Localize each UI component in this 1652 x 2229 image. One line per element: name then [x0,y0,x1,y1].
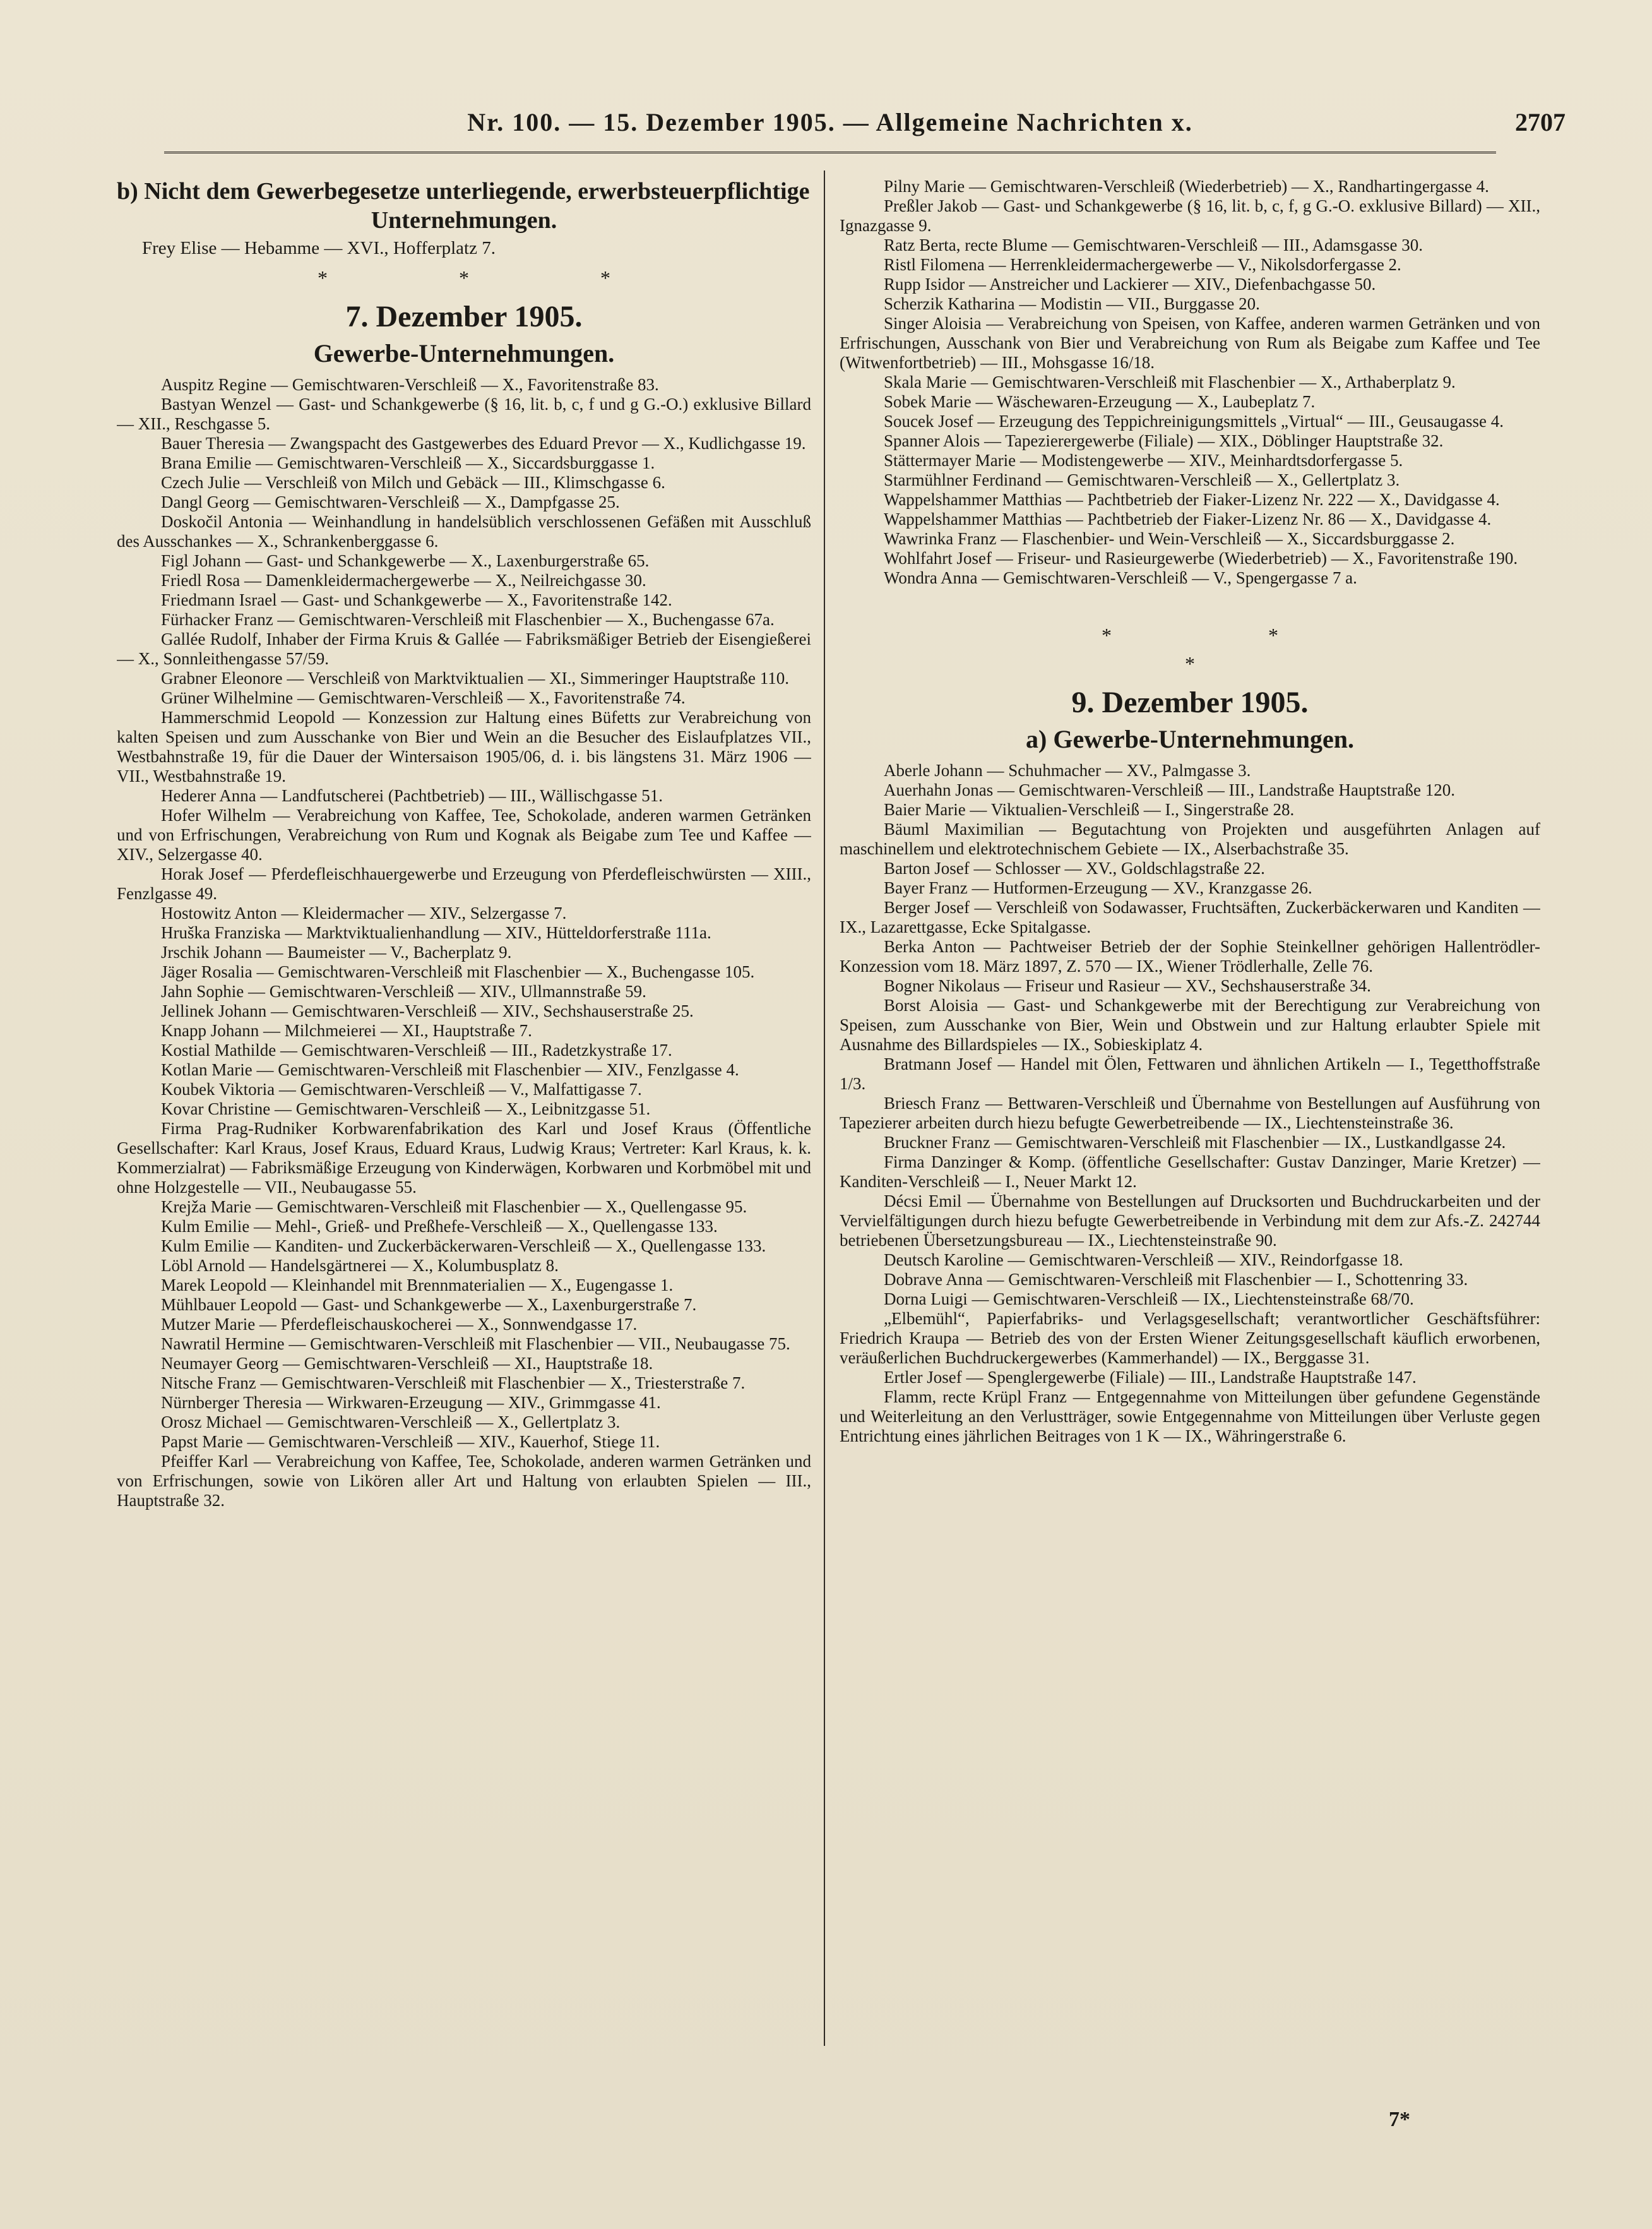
list-item: Firma Prag-Rudniker Korbwarenfabrikation des Karl und Josef Kraus (Öffentliche Gesellschafter: Karl Kraus, Josef Kraus, Eduard Kraus, Ludwig Kraus; Vertreter: Karl Kraus, k. k. Kommerzialrat) — Fabriksmäßige Erzeugung von Kinderwägen, Korbwaren und Korbmöbel mit und ohne Holzgestelle — VII., Neubaugasse 55. [117,1119,811,1197]
list-item: Hofer Wilhelm — Verabreichung von Kaffee, Tee, Schokolade, anderen warmen Getränken und von Erfrischungen, Verabreichung von Rum und Kognak als Beigabe zum Tee und Kaffee — XIV., Selzergasse 40. [117,806,811,864]
list-item: Grüner Wilhelmine — Gemischtwaren-Verschleiß — X., Favoritenstraße 74. [161,688,686,707]
list-item: Brana Emilie — Gemischtwaren-Verschleiß — X., Siccardsburggasse 1. [161,453,655,472]
list-item: Papst Marie — Gemischtwaren-Verschleiß — XIV., Kauerhof, Stiege 11. [161,1432,660,1451]
separator-stars: * * * [318,266,674,289]
right-entry-list-bottom [840,761,1540,1446]
list-item: Jrschik Johann — Baumeister — V., Bacherplatz 9. [161,943,512,962]
list-item: Fürhacker Franz — Gemischtwaren-Verschleiß mit Flaschenbier — X., Buchengasse 67a. [161,610,775,629]
header-title: Nr. 100. — 15. Dezember 1905. — Allgemeine Nachrichten x. [467,108,1193,136]
list-item: Kulm Emilie — Mehl-, Grieß- und Preßhefe-Verschleiß — X., Quellengasse 133. [161,1217,718,1236]
list-item: Kovar Christine — Gemischtwaren-Verschleiß — X., Leibnitzgasse 51. [161,1099,651,1118]
date-heading-9-dec: 9. Dezember 1905. [1071,686,1309,719]
list-item: Wappelshammer Matthias — Pachtbetrieb der Fiaker-Lizenz Nr. 86 — X., Davidgasse 4. [884,510,1492,529]
list-item: Berka Anton — Pachtweiser Betrieb der der Sophie Steinkellner gehörigen Hallentrödler-Konzession vom 18. März 1897, Z. 570 — IX., Wiener Trödlerhalle, Zelle 76. [840,937,1540,976]
list-item: Baier Marie — Viktualien-Verschleiß — I., Singerstraße 28. [884,800,1295,819]
list-item: Friedl Rosa — Damenkleidermachergewerbe — X., Neilreichgasse 30. [161,571,646,590]
list-item: Jahn Sophie — Gemischtwaren-Verschleiß — XIV., Ullmannstraße 59. [161,982,646,1001]
list-item: Sobek Marie — Wäschewaren-Erzeugung — X., Laubeplatz 7. [884,392,1316,411]
list-item: Kotlan Marie — Gemischtwaren-Verschleiß mit Flaschenbier — XIV., Fenzlgasse 4. [161,1060,739,1079]
sub-heading-gewerbe: Gewerbe-Unternehmungen. [313,339,615,368]
section-b-entry: Frey Elise — Hebamme — XVI., Hofferplatz 7. [142,238,496,258]
sub-heading-gewerbe-a: a) Gewerbe-Unternehmungen. [1026,725,1354,753]
list-item: Knapp Johann — Milchmeierei — XI., Hauptstraße 7. [161,1021,532,1040]
list-item: Rupp Isidor — Anstreicher und Lackierer — XIV., Diefenbachgasse 50. [884,275,1376,294]
list-item: Hostowitz Anton — Kleidermacher — XIV., Selzergasse 7. [161,904,567,923]
list-item: Nürnberger Theresia — Wirkwaren-Erzeugung — XIV., Grimmgasse 41. [161,1393,661,1412]
list-item: Wawrinka Franz — Flaschenbier- und Wein-Verschleiß — X., Siccardsburggasse 2. [884,529,1455,548]
list-item: Bastyan Wenzel — Gast- und Schankgewerbe (§ 16, lit. b, c, f und g G.-O.) exklusive Billard — XII., Reschgasse 5. [117,395,811,433]
list-item: Bauer Theresia — Zwangspacht des Gastgewerbes des Eduard Prevor — X., Kudlichgasse 19. [161,434,806,453]
list-item: Wohlfahrt Josef — Friseur- und Rasieurgewerbe (Wiederbetrieb) — X., Favoritenstraße 190. [884,549,1518,568]
list-item: Kostial Mathilde — Gemischtwaren-Verschleiß — III., Radetzkystraße 17. [161,1041,672,1060]
list-item: Jäger Rosalia — Gemischtwaren-Verschleiß mit Flaschenbier — X., Buchengasse 105. [161,962,755,981]
list-item: Stättermayer Marie — Modistengewerbe — XIV., Meinhardtsdorfergasse 5. [884,451,1403,470]
list-item: Horak Josef — Pferdefleischhauergewerbe und Erzeugung von Pferdefleischwürsten — XIII., Fenzlgasse 49. [117,864,811,903]
list-item: Dobrave Anna — Gemischtwaren-Verschleiß mit Flaschenbier — I., Schottenring 33. [884,1270,1468,1289]
list-item: Hruška Franziska — Marktviktualienhandlung — XIV., Hütteldorferstraße 111a. [161,923,711,942]
list-item: Bruckner Franz — Gemischtwaren-Verschleiß mit Flaschenbier — IX., Lustkandlgasse 24. [884,1133,1506,1152]
list-item: Preßler Jakob — Gast- und Schankgewerbe (§ 16, lit. b, c, f, g G.-O. exklusive Billard) — XII., Ignazgasse 9. [840,196,1540,235]
list-item: Löbl Arnold — Handelsgärtnerei — X., Kolumbusplatz 8. [161,1256,559,1275]
list-item: Aberle Johann — Schuhmacher — XV., Palmgasse 3. [884,761,1251,780]
list-item: Décsi Emil — Übernahme von Bestellungen auf Drucksorten und Buchdruckarbeiten und der Vervielfältigungen durch hiezu befugte Gewerbetreibende in Verbindung mit dem zur Afs.-Z. 242744 betriebenen Übersetzungsbureau — IX., Liechtensteinstraße 90. [840,1192,1540,1250]
list-item: Ratz Berta, recte Blume — Gemischtwaren-Verschleiß — III., Adamsgasse 30. [884,236,1423,254]
list-item: Auerhahn Jonas — Gemischtwaren-Verschleiß — III., Landstraße Hauptstraße 120. [884,780,1455,799]
list-item: Scherzik Katharina — Modistin — VII., Burggasse 20. [884,294,1260,313]
date-heading-7-dec: 7. Dezember 1905. [345,300,583,333]
column-divider [824,170,825,2046]
list-item: Pfeiffer Karl — Verabreichung von Kaffee, Tee, Schokolade, anderen warmen Getränken und von Erfrischungen, sowie von Likören aller Art und Haltung von erlaubten Spielen — III., Hauptstraße 32. [117,1452,811,1510]
list-item: Starmühlner Ferdinand — Gemischtwaren-Verschleiß — X., Gellertplatz 3. [884,470,1400,489]
list-item: Kulm Emilie — Kanditen- und Zuckerbäckerwaren-Verschleiß — X., Quellengasse 133. [161,1236,766,1255]
list-item: Krejža Marie — Gemischtwaren-Verschleiß mit Flaschenbier — X., Quellengasse 95. [161,1197,747,1216]
list-item: Grabner Eleonore — Verschleiß von Marktviktualien — XI., Simmeringer Hauptstraße 110. [161,669,789,688]
list-item: Neumayer Georg — Gemischtwaren-Verschleiß — XI., Hauptstraße 18. [161,1354,653,1373]
page-header [95,102,1566,159]
left-entry-list [117,375,811,1510]
list-item: Czech Julie — Verschleiß von Milch und Gebäck — III., Klimschgasse 6. [161,473,665,492]
list-item: Nitsche Franz — Gemischtwaren-Verschleiß mit Flaschenbier — X., Triesterstraße 7. [161,1373,746,1392]
list-item: Bogner Nikolaus — Friseur und Rasieur — XV., Sechshauserstraße 34. [884,976,1371,995]
page-number: 2707 [1515,108,1566,136]
list-item: Soucek Josef — Erzeugung des Teppichreinigungsmittels „Virtual“ — III., Geusaugasse 4. [884,412,1504,431]
header-rule [164,152,1496,153]
right-entry-list-top [840,177,1540,588]
list-item: Doskočil Antonia — Weinhandlung in handelsüblich verschlossenen Gefäßen mit Ausschluß des Ausschankes — X., Schrankenberggasse 6. [117,512,811,551]
list-item: Orosz Michael — Gemischtwaren-Verschleiß — X., Gellertplatz 3. [161,1413,621,1431]
separator-stars-row1: * * [1102,624,1354,647]
list-item: Dorna Luigi — Gemischtwaren-Verschleiß — IX., Liechtensteinstraße 68/70. [884,1289,1414,1308]
list-item: Singer Aloisia — Verabreichung von Speisen, von Kaffee, anderen warmen Getränken und von Erfrischungen, Ausschank von Bier und Verabreichung von Rum als Beigabe zum Kaffee und Tee (Witwenfortbetrieb) — III., Mohsgasse 16/18. [840,314,1540,372]
list-item: Firma Danzinger & Komp. (öffentliche Gesellschafter: Gustav Danzinger, Marie Kretzer) — Kanditen-Verschleiß — I., Neuer Markt 12. [840,1152,1540,1191]
list-item: Ertler Josef — Spenglergewerbe (Filiale) — III., Landstraße Hauptstraße 147. [884,1368,1417,1387]
list-item: Gallée Rudolf, Inhaber der Firma Kruis & Gallée — Fabriksmäßiger Betrieb der Eisengießerei — X., Sonnleithengasse 57/59. [117,630,811,668]
list-item: Berger Josef — Verschleiß von Sodawasser, Fruchtsäften, Zuckerbäckerwaren und Kanditen — IX., Lazarettgasse, Ecke Spitalgasse. [840,898,1540,936]
list-item: Deutsch Karoline — Gemischtwaren-Verschleiß — XIV., Reindorfgasse 18. [884,1250,1403,1269]
list-item: Ristl Filomena — Herrenkleidermachergewerbe — V., Nikolsdorfergasse 2. [884,255,1401,274]
list-item: Hammerschmid Leopold — Konzession zur Haltung eines Büfetts zur Verabreichung von kalten Speisen und zum Ausschanke von Bier und Wein an die Besucher des Eislaufplatzes VII., Westbahnstraße 19, für die Dauer der Wintersaison 1905/06, d. i. bis längstens 31. März 1906 — VII., Westbahnstraße 19. [117,708,811,786]
list-item: Mutzer Marie — Pferdefleischauskocherei — X., Sonnwendgasse 17. [161,1315,638,1334]
list-item: Hederer Anna — Landfutscherei (Pachtbetrieb) — III., Wällischgasse 51. [161,786,663,805]
list-item: Barton Josef — Schlosser — XV., Goldschlagstraße 22. [884,859,1265,878]
list-item: Spanner Alois — Tapezierergewerbe (Filiale) — XIX., Döblinger Hauptstraße 32. [884,431,1444,450]
list-item: Borst Aloisia — Gast- und Schankgewerbe mit der Berechtigung zur Verabreichung von Speisen, zum Ausschanke von Bier, Wein und Obstwein und zur Haltung erlaubter Spiele mit Ausnahme des Billardspieles — IX., Sobieskiplatz 4. [840,996,1540,1054]
separator-stars-row2: * [1185,652,1195,675]
list-item: Wondra Anna — Gemischtwaren-Verschleiß — V., Spengergasse 7 a. [884,568,1357,587]
section-b-heading-line2: Unternehmungen. [371,207,557,234]
list-item: Skala Marie — Gemischtwaren-Verschleiß mit Flaschenbier — X., Arthaberplatz 9. [884,373,1456,391]
list-item: Koubek Viktoria — Gemischtwaren-Verschleiß — V., Malfattigasse 7. [161,1080,642,1099]
right-column [840,177,1540,2046]
list-item: Pilny Marie — Gemischtwaren-Verschleiß (Wiederbetrieb) — X., Randhartingergasse 4. [884,177,1489,196]
list-item: Jellinek Johann — Gemischtwaren-Verschleiß — XIV., Sechshauserstraße 25. [161,1001,694,1020]
list-item: Bäuml Maximilian — Begutachtung von Projekten und ausgeführten Anlagen auf maschinellem und elektrotechnischem Gebiete — IX., Alserbachstraße 35. [840,820,1540,858]
list-item: Wappelshammer Matthias — Pachtbetrieb der Fiaker-Lizenz Nr. 222 — X., Davidgasse 4. [884,490,1500,509]
list-item: Flamm, recte Krüpl Franz — Entgegennahme von Mitteilungen über gefundene Gegenstände und Weiterleitung an den Verlustträger, sowie Entgegennahme von Mitteilungen über Verluste gegen Entrichtung eines jährlichen Beitrages von 1 K — IX., Währingerstraße 6. [840,1387,1540,1445]
list-item: Mühlbauer Leopold — Gast- und Schankgewerbe — X., Laxenburgerstraße 7. [161,1295,697,1314]
section-b-heading [117,177,811,235]
left-column [117,177,811,2046]
list-item: „Elbemühl“, Papierfabriks- und Verlagsgesellschaft; verantwortlicher Geschäftsführer: Friedrich Kraupa — Betrieb des von der Ersten Wiener Zeitungsgesellschaft käuflich erworbenen, veräußerlichen Buchdruckergewerbes (Kammerhandel) — IX., Berggasse 31. [840,1309,1540,1367]
list-item: Auspitz Regine — Gemischtwaren-Verschleiß — X., Favoritenstraße 83. [161,375,659,394]
list-item: Bratmann Josef — Handel mit Ölen, Fettwaren und ähnlichen Artikeln — I., Tegetthoffstraße 1/3. [840,1055,1540,1093]
list-item: Marek Leopold — Kleinhandel mit Brennmaterialien — X., Eugengasse 1. [161,1276,674,1294]
list-item: Figl Johann — Gast- und Schankgewerbe — X., Laxenburgerstraße 65. [161,551,650,570]
section-b-heading-line1: b) Nicht dem Gewerbegesetze unterliegende, erwerbsteuerpflichtige [117,178,810,205]
list-item: Bayer Franz — Hutformen-Erzeugung — XV., Kranzgasse 26. [884,878,1312,897]
signature-mark: 7* [1389,2108,1410,2131]
list-item: Briesch Franz — Bettwaren-Verschleiß und Übernahme von Bestellungen auf Ausführung von Tapezierer arbeiten durch hiezu befugte Gewerbetreibende — IX., Liechtensteinstraße 36. [840,1094,1540,1132]
list-item: Friedmann Israel — Gast- und Schankgewerbe — X., Favoritenstraße 142. [161,590,672,609]
list-item: Dangl Georg — Gemischtwaren-Verschleiß — X., Dampfgasse 25. [161,493,620,511]
list-item: Nawratil Hermine — Gemischtwaren-Verschleiß mit Flaschenbier — VII., Neubaugasse 75. [161,1334,790,1353]
